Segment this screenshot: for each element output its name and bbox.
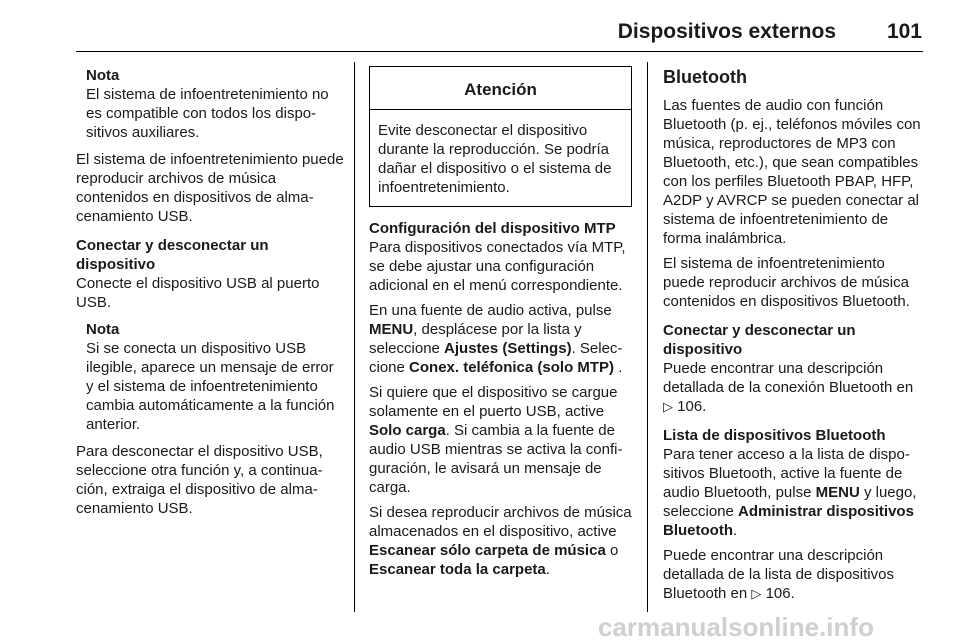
menu-option: Escanear sólo carpeta de música bbox=[369, 542, 606, 559]
page-header bbox=[0, 0, 960, 52]
attention-body: Evite desconectar el dispositivo durante la reproducción. Se podría dañar el dispositivo o el sistema de infoentretenimiento. bbox=[378, 122, 612, 196]
paragraph: Puede encontrar una descripción detallada de la lista de dispositivos Bluetooth en ▷ 106. bbox=[663, 547, 894, 602]
section-heading: Conectar y desconectar un dispositivo bbox=[76, 237, 269, 273]
header-title: Dispositivos externos bbox=[617, 20, 836, 43]
section-heading: Configuración del dispositivo MTP bbox=[369, 220, 616, 237]
header-rule bbox=[76, 51, 923, 52]
paragraph: Las fuentes de audio con función Bluetooth (p. ej., teléfonos móviles con música, reproductores de MP3 con Bluetooth, etc.), que sean compatibles con los perfiles Bluetooth PBAP, HFP, A2DP y AVRCP se pueden conectar al sistema de infoentretenimiento de forma inalámbrica. bbox=[663, 97, 921, 247]
note-box bbox=[76, 66, 344, 142]
column-3 bbox=[663, 66, 925, 609]
paragraph: Para desconectar el dispositivo USB, seleccione otra función y, a continuación, extraiga el dispositivo de almacenamiento USB. bbox=[76, 443, 323, 517]
paragraph: En una fuente de audio activa, pulse MENU, desplácese por la lista y seleccione Ajustes (Settings). Seleccione Conex. teléfonica (solo MTP) . bbox=[369, 302, 623, 376]
note-box bbox=[76, 320, 344, 434]
menu-option: Escanear toda la carpeta bbox=[369, 561, 546, 578]
page-reference: 106. bbox=[677, 398, 707, 415]
page-reference: 106. bbox=[765, 585, 795, 602]
note-title: Nota bbox=[86, 67, 120, 84]
menu-option: Solo carga bbox=[369, 422, 446, 439]
paragraph: Puede encontrar una descripción detallada de la conexión Bluetooth en ▷ 106. bbox=[663, 360, 914, 415]
paragraph: Conecte el dispositivo USB al puerto USB. bbox=[76, 275, 320, 311]
attention-title: Atención bbox=[370, 67, 631, 110]
paragraph: Para tener acceso a la lista de dispositivos Bluetooth, active la fuente de audio Bluetooth, pulse MENU y luego, seleccione Administrar dispositivos Bluetooth. bbox=[663, 446, 917, 539]
column-divider-1 bbox=[354, 62, 355, 612]
note-body: Si se conecta un dispositivo USB ilegible, aparece un mensaje de error y el sistema de infoentretenimiento cambia automáticamente a la función anterior. bbox=[86, 340, 335, 433]
watermark: carmanualsonline.info bbox=[598, 612, 874, 642]
paragraph: Si quiere que el dispositivo se cargue solamente en el puerto USB, active Solo carga. Si cambia a la fuente de audio USB mientras se activa la configuración, le avisará un mensaje de carga. bbox=[369, 384, 623, 496]
menu-option: Administrar dispositivos Bluetooth bbox=[663, 503, 914, 539]
section-title: Bluetooth bbox=[663, 67, 747, 87]
section-heading: Lista de dispositivos Bluetooth bbox=[663, 427, 886, 444]
paragraph: El sistema de infoentretenimiento puede reproducir archivos de música contenidos en dispositivos de almacenamiento USB. bbox=[76, 151, 344, 225]
column-1 bbox=[76, 66, 344, 524]
page-number: 101 bbox=[886, 20, 922, 43]
menu-option: Ajustes (Settings) bbox=[444, 340, 572, 357]
menu-key: MENU bbox=[369, 321, 414, 338]
note-body: El sistema de infoentretenimiento no es compatible con todos los dispositivos auxiliares. bbox=[86, 86, 329, 141]
paragraph: Para dispositivos conectados vía MTP, se debe ajustar una configuración adicional en el menú correspondiente. bbox=[369, 239, 626, 294]
menu-key: MENU bbox=[815, 484, 860, 501]
arrow-reference-icon: ▷ bbox=[663, 399, 673, 414]
note-title: Nota bbox=[86, 321, 120, 338]
column-divider-2 bbox=[647, 62, 648, 612]
paragraph: Si desea reproducir archivos de música almacenados en el dispositivo, active Escanear sólo carpeta de música o Escanear toda la carpeta. bbox=[369, 504, 632, 578]
column-2 bbox=[369, 66, 632, 585]
arrow-reference-icon: ▷ bbox=[751, 586, 762, 601]
paragraph: El sistema de infoentretenimiento puede reproducir archivos de música contenidos en dispositivos Bluetooth. bbox=[663, 255, 910, 310]
menu-option: Conex. teléfonica (solo MTP) bbox=[409, 359, 615, 376]
section-heading: Conectar y desconectar un dispositivo bbox=[663, 322, 856, 358]
attention-box bbox=[369, 66, 632, 207]
